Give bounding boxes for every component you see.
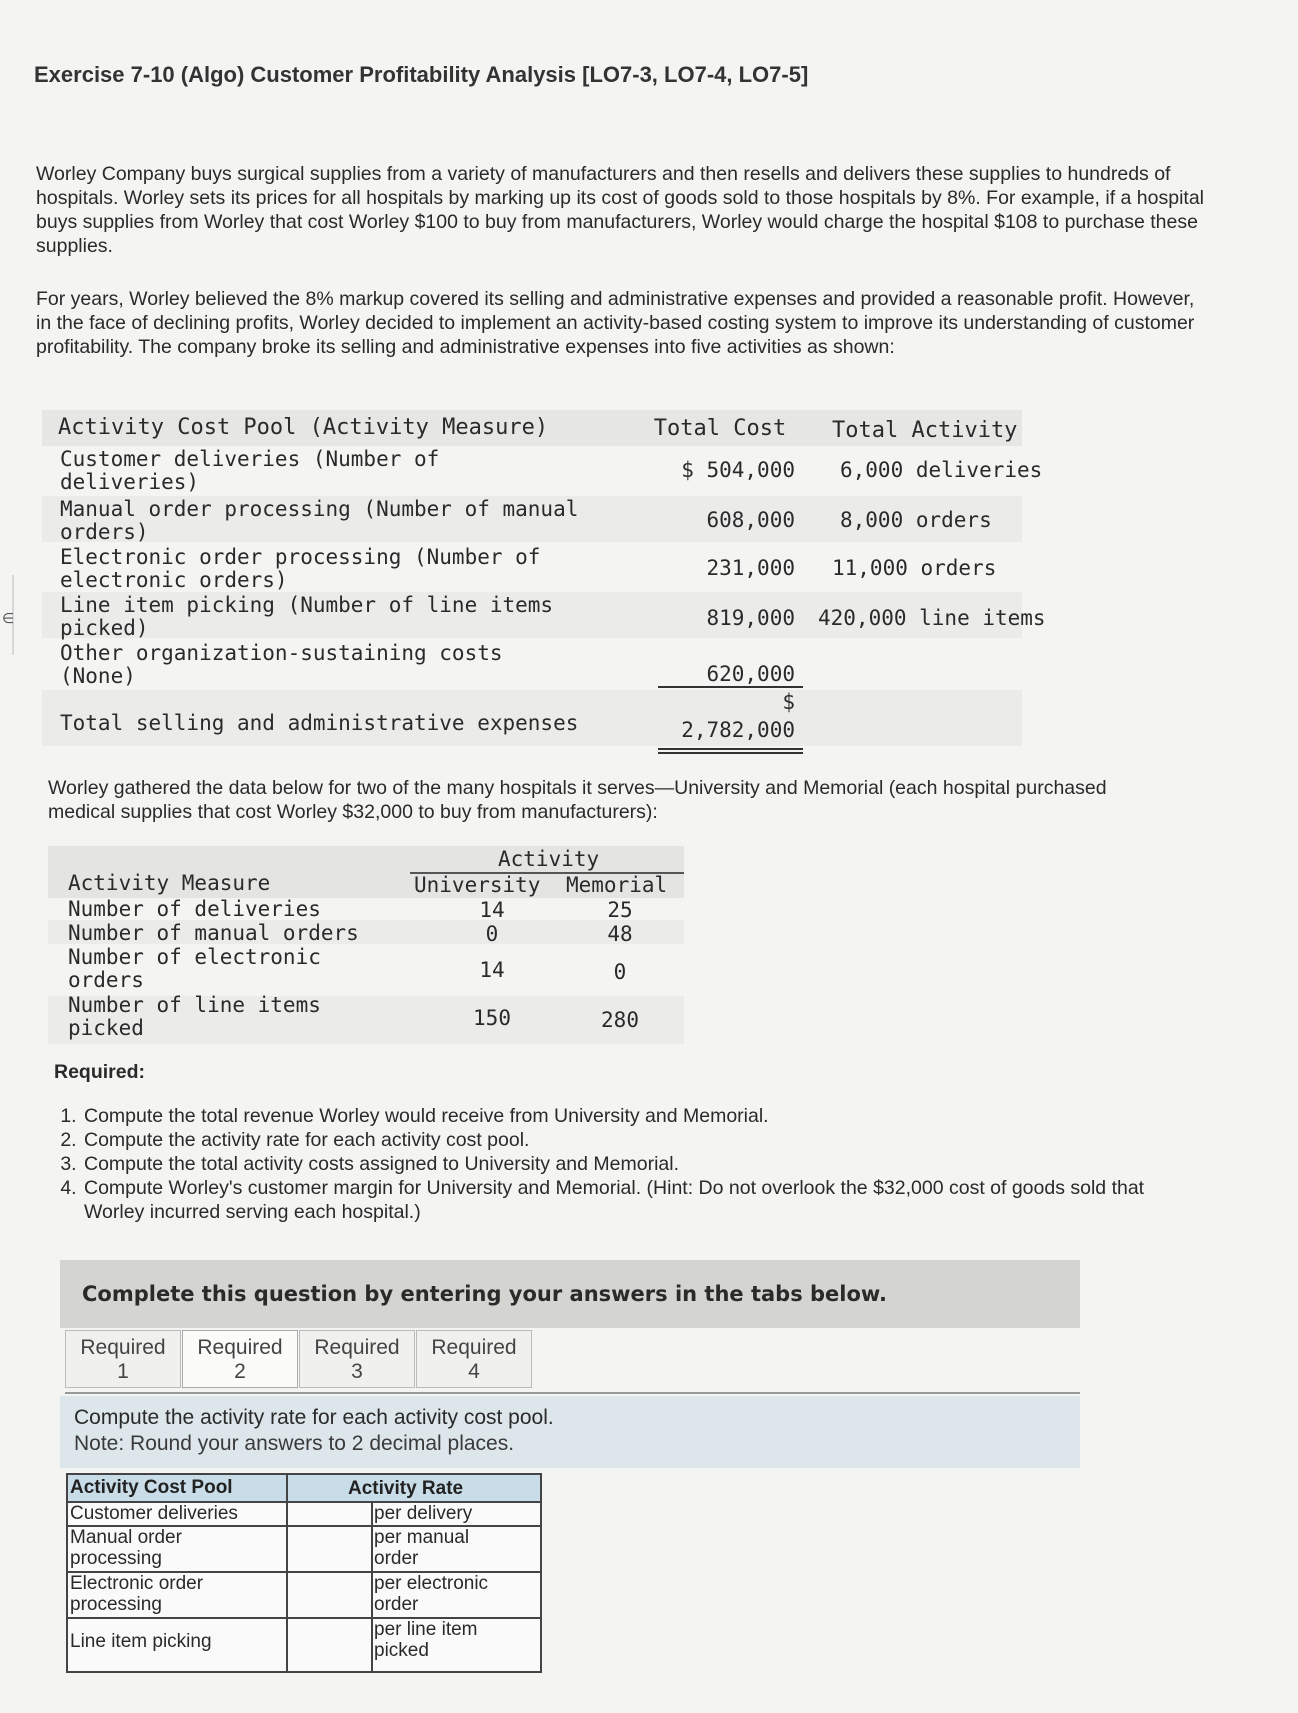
subtotal-underline <box>658 686 803 688</box>
total-double-underline-1 <box>658 748 803 750</box>
answer-pool: Electronic order processing <box>70 1573 204 1615</box>
answer-header-pool: Activity Cost Pool <box>70 1477 233 1498</box>
answer-pool: Customer deliveries <box>70 1503 238 1524</box>
answer-pool: Line item picking <box>70 1631 212 1652</box>
cost-pool-activity: 6,000 deliveries <box>840 458 1043 482</box>
required-heading: Required: <box>54 1061 146 1083</box>
instruction-line-1: Compute the activity rate for each activity cost pool. <box>74 1406 554 1429</box>
answer-header-pool-bg <box>68 1475 286 1501</box>
activity-header-measure: Activity Measure <box>68 871 271 895</box>
total-double-underline-2 <box>658 752 803 754</box>
activity-measure: Number of deliveries <box>68 897 321 921</box>
memorial-value: 48 <box>607 922 633 946</box>
requirement-tabs <box>65 1330 533 1392</box>
manual-order-rate-input[interactable] <box>290 1528 368 1570</box>
cost-pool-cost: 620,000 <box>706 662 795 686</box>
requirement-item: 4. Compute Worley's customer margin for University and Memorial. (Hint: Do not overlook the $32,000 cost of goods sold that Worley incurred serving each hospital.) <box>82 1176 1194 1224</box>
answer-vline <box>371 1501 373 1671</box>
cost-pool-name: Line item picking (Number of line items picked) <box>60 593 554 640</box>
total-currency: $ <box>782 690 795 714</box>
complete-prompt: Complete this question by entering your answers in the tabs below. <box>82 1282 887 1306</box>
cost-pool-activity: 8,000 orders <box>840 508 992 532</box>
university-value: 14 <box>479 958 505 982</box>
cost-pool-name: Manual order processing (Number of manual orders) <box>60 497 579 544</box>
activity-header-university: University <box>414 873 541 897</box>
requirement-item: 1. Compute the total revenue Worley would receive from University and Memorial. <box>82 1104 1194 1128</box>
cost-pool-row <box>42 496 1022 542</box>
instruction-note: Note: Round your answers to 2 decimal places. <box>74 1432 515 1455</box>
cost-pool-name: Electronic order processing (Number of electronic orders) <box>60 545 541 592</box>
activity-measure: Number of electronic orders <box>68 945 321 992</box>
answer-unit: per manual order <box>374 1527 470 1569</box>
activity-table <box>48 846 688 1041</box>
total-label: Total selling and administrative expenses <box>60 711 579 735</box>
cost-pool-activity: 420,000 line items <box>818 606 1046 630</box>
instruction-box <box>60 1396 1080 1468</box>
line-item-rate-input[interactable] <box>290 1620 368 1668</box>
cost-pool-row <box>42 640 1022 686</box>
requirements-list <box>54 1104 1194 1224</box>
university-value: 14 <box>479 898 505 922</box>
tabs-divider <box>65 1392 1080 1394</box>
activity-group-header: Activity <box>498 847 600 871</box>
total-value: 2,782,000 <box>681 718 795 742</box>
intro-paragraph-2: For years, Worley believed the 8% markup covered its selling and administrative expenses and provided a reasonable profit. However, in the face of declining profits, Worley decided to implement an activity-based costing system to improve its understanding of customer profitability. The company broke its selling and administrative expenses into five activities as shown: <box>36 288 1195 358</box>
cost-pool-cost: 819,000 <box>706 606 795 630</box>
complete-prompt-box <box>60 1260 1080 1328</box>
cost-pool-total-row <box>42 690 1022 746</box>
cost-pool-header-cost: Total Cost <box>653 416 787 441</box>
intro-paragraph-1: Worley Company buys surgical supplies from a variety of manufacturers and then resells and delivers these supplies to hundreds of hospitals. Worley sets its prices for all hospitals by marking up its cost of goods sold to those hospitals by 8%. For example, if a hospital buys supplies from Worley that cost Worley $100 to buy from manufacturers, Worley would charge the hospital $108 to purchase these supplies. <box>36 163 1205 257</box>
cost-pool-row <box>42 446 1043 494</box>
tab-required-2[interactable]: Required 2 <box>182 1330 298 1388</box>
memorial-value: 280 <box>601 1008 639 1032</box>
answer-unit: per line item picked <box>374 1619 478 1661</box>
cost-pool-cost: $ 504,000 <box>681 458 795 482</box>
answer-vline <box>286 1475 288 1671</box>
left-edge-glyph: ∈ <box>2 610 15 626</box>
activity-measure: Number of manual orders <box>68 921 359 945</box>
answer-header-rate: Activity Rate <box>348 1478 464 1499</box>
university-value: 150 <box>473 1006 511 1030</box>
cost-pool-name: Customer deliveries (Number of deliveries) <box>60 447 440 494</box>
activity-measure: Number of line items picked <box>68 993 321 1040</box>
tab-required-3[interactable]: Required 3 <box>299 1330 415 1388</box>
cost-pool-cost: 231,000 <box>706 556 795 580</box>
university-value: 0 <box>485 922 499 946</box>
customer-deliveries-rate-input[interactable] <box>290 1504 368 1524</box>
cost-pool-table <box>40 410 1046 756</box>
memorial-value: 0 <box>613 960 627 984</box>
cost-pool-header-activity: Total Activity <box>832 418 1018 443</box>
cost-pool-cost: 608,000 <box>706 508 795 532</box>
tab-required-1[interactable]: Required 1 <box>65 1330 181 1388</box>
answer-unit: per delivery <box>374 1503 473 1524</box>
cost-pool-header-pool: Activity Cost Pool (Activity Measure) <box>58 415 549 440</box>
tab-required-4[interactable]: Required 4 <box>416 1330 532 1388</box>
activity-header-memorial: Memorial <box>566 873 668 897</box>
requirement-item: 2. Compute the activity rate for each activity cost pool. <box>82 1128 1194 1152</box>
memorial-value: 25 <box>607 898 633 922</box>
cost-pool-row <box>42 592 1046 640</box>
data-paragraph: Worley gathered the data below for two of the many hospitals it serves—University and Memorial (each hospital purchased medical supplies that cost Worley $32,000 to buy from manufacturers): <box>48 777 1107 823</box>
cost-pool-row <box>42 544 1022 590</box>
cost-pool-activity: 11,000 orders <box>832 556 997 580</box>
answer-table <box>66 1473 542 1673</box>
exercise-title: Exercise 7-10 (Algo) Customer Profitability Analysis [LO7-3, LO7-4, LO7-5] <box>34 62 809 87</box>
answer-unit: per electronic order <box>374 1573 489 1615</box>
cost-pool-name: Other organization-sustaining costs (None) <box>60 641 503 688</box>
answer-header-rate-bg <box>288 1475 540 1501</box>
requirement-item: 3. Compute the total activity costs assigned to University and Memorial. <box>82 1152 1194 1176</box>
electronic-order-rate-input[interactable] <box>290 1574 368 1616</box>
answer-pool: Manual order processing <box>70 1527 182 1569</box>
